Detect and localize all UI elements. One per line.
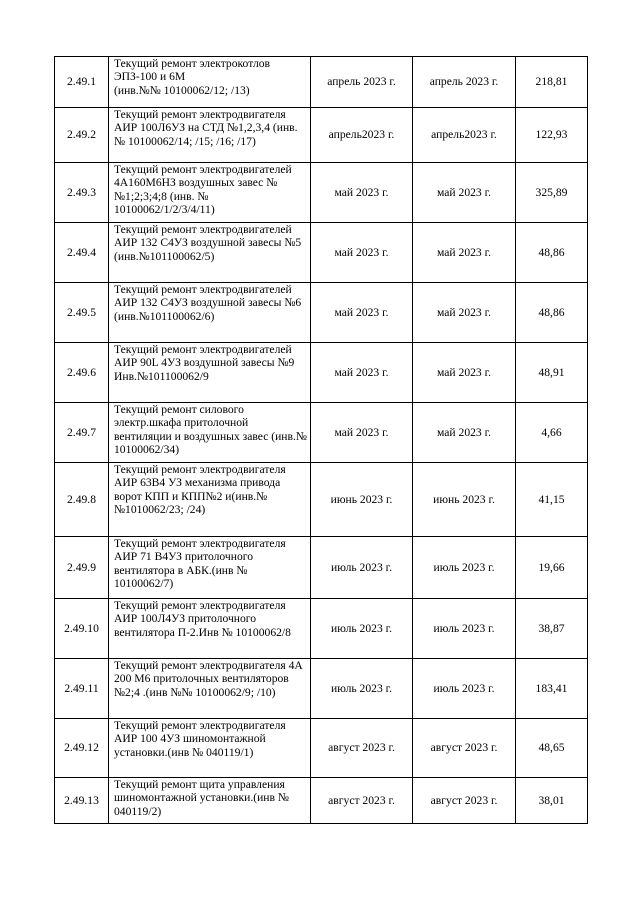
table-row [55, 778, 588, 824]
start-date-cell: июль 2023 г. [311, 659, 413, 719]
table-row [55, 403, 588, 463]
end-date-cell: апрель2023 г. [413, 108, 516, 163]
work-description-cell: Текущий ремонт электродвигателей 4А160М6НЗ воздушных завес №№1;2;3;4;8 (инв. № 10100062/1/2/3/4/11) [109, 163, 311, 223]
work-description-cell: Текущий ремонт силового электр.шкафа притолочной вентиляции и воздушных завес (инв.№ 10100062/34) [109, 403, 311, 463]
start-date-cell: август 2023 г. [311, 719, 413, 778]
end-date-cell: май 2023 г. [413, 343, 516, 403]
amount-cell: 48,86 [516, 223, 588, 283]
table-row [55, 57, 588, 108]
start-date-cell: май 2023 г. [311, 403, 413, 463]
work-description-cell: Текущий ремонт электрокотлов ЭПЗ-100 и 6М (инв.№№ 10100062/12; /13) [109, 57, 311, 108]
repair-schedule-table [54, 56, 588, 824]
work-description-cell: Текущий ремонт электродвигателей АИР 90L 4УЗ воздушной завесы №9 Инв.№101100062/9 [109, 343, 311, 403]
item-number-cell: 2.49.4 [55, 223, 109, 283]
amount-cell: 38,87 [516, 599, 588, 659]
amount-cell: 183,41 [516, 659, 588, 719]
start-date-cell: июль 2023 г. [311, 599, 413, 659]
amount-cell: 41,15 [516, 463, 588, 537]
start-date-cell: июль 2023 г. [311, 537, 413, 599]
table-row [55, 463, 588, 537]
end-date-cell: май 2023 г. [413, 223, 516, 283]
item-number-cell: 2.49.10 [55, 599, 109, 659]
amount-cell: 48,86 [516, 283, 588, 343]
start-date-cell: июнь 2023 г. [311, 463, 413, 537]
amount-cell: 48,65 [516, 719, 588, 778]
work-description-cell: Текущий ремонт щита управления шиномонтажной установки.(инв № 040119/2) [109, 778, 311, 824]
table-row [55, 343, 588, 403]
item-number-cell: 2.49.13 [55, 778, 109, 824]
item-number-cell: 2.49.7 [55, 403, 109, 463]
amount-cell: 4,66 [516, 403, 588, 463]
end-date-cell: август 2023 г. [413, 719, 516, 778]
amount-cell: 122,93 [516, 108, 588, 163]
item-number-cell: 2.49.12 [55, 719, 109, 778]
table-row [55, 537, 588, 599]
start-date-cell: апрель 2023 г. [311, 57, 413, 108]
work-description-cell: Текущий ремонт электродвигателей АИР 132 С4УЗ воздушной завесы №5 (инв.№101100062/5) [109, 223, 311, 283]
amount-cell: 325,89 [516, 163, 588, 223]
start-date-cell: май 2023 г. [311, 343, 413, 403]
start-date-cell: апрель2023 г. [311, 108, 413, 163]
end-date-cell: июль 2023 г. [413, 537, 516, 599]
start-date-cell: май 2023 г. [311, 163, 413, 223]
work-description-cell: Текущий ремонт электродвигателя АИР 100Л4УЗ притолочного вентилятора П-2.Инв № 10100062/8 [109, 599, 311, 659]
end-date-cell: май 2023 г. [413, 283, 516, 343]
work-description-cell: Текущий ремонт электродвигателя АИР 100Л6УЗ на СТД №1,2,3,4 (инв.№ 10100062/14; /15; /16; /17) [109, 108, 311, 163]
item-number-cell: 2.49.3 [55, 163, 109, 223]
end-date-cell: май 2023 г. [413, 403, 516, 463]
item-number-cell: 2.49.11 [55, 659, 109, 719]
amount-cell: 48,91 [516, 343, 588, 403]
item-number-cell: 2.49.8 [55, 463, 109, 537]
item-number-cell: 2.49.2 [55, 108, 109, 163]
end-date-cell: июль 2023 г. [413, 599, 516, 659]
item-number-cell: 2.49.5 [55, 283, 109, 343]
table-row [55, 283, 588, 343]
item-number-cell: 2.49.6 [55, 343, 109, 403]
end-date-cell: август 2023 г. [413, 778, 516, 824]
amount-cell: 38,01 [516, 778, 588, 824]
table-row [55, 223, 588, 283]
document-page [54, 56, 587, 824]
table-body [55, 57, 588, 824]
work-description-cell: Текущий ремонт электродвигателей АИР 132 С4УЗ воздушной завесы №6 (инв.№101100062/6) [109, 283, 311, 343]
work-description-cell: Текущий ремонт электродвигателя АИР 100 4УЗ шиномонтажной установки.(инв № 040119/1) [109, 719, 311, 778]
work-description-cell: Текущий ремонт электродвигателя 4А 200 М6 притолочных вентиляторов №2;4 .(инв №№ 10100062/9; /10) [109, 659, 311, 719]
item-number-cell: 2.49.9 [55, 537, 109, 599]
table-row [55, 163, 588, 223]
table-row [55, 719, 588, 778]
table-row [55, 108, 588, 163]
item-number-cell: 2.49.1 [55, 57, 109, 108]
end-date-cell: май 2023 г. [413, 163, 516, 223]
start-date-cell: май 2023 г. [311, 223, 413, 283]
start-date-cell: май 2023 г. [311, 283, 413, 343]
amount-cell: 19,66 [516, 537, 588, 599]
work-description-cell: Текущий ремонт электродвигателя АИР 71 В4УЗ притолочного вентилятора в АБК.(инв № 10100062/7) [109, 537, 311, 599]
end-date-cell: июнь 2023 г. [413, 463, 516, 537]
start-date-cell: август 2023 г. [311, 778, 413, 824]
end-date-cell: июль 2023 г. [413, 659, 516, 719]
table-row [55, 659, 588, 719]
end-date-cell: апрель 2023 г. [413, 57, 516, 108]
work-description-cell: Текущий ремонт электродвигателя АИР 63В4 УЗ механизма привода ворот КПП и КПП№2 и(инв.№№1010062/23; /24) [109, 463, 311, 537]
table-row [55, 599, 588, 659]
amount-cell: 218,81 [516, 57, 588, 108]
